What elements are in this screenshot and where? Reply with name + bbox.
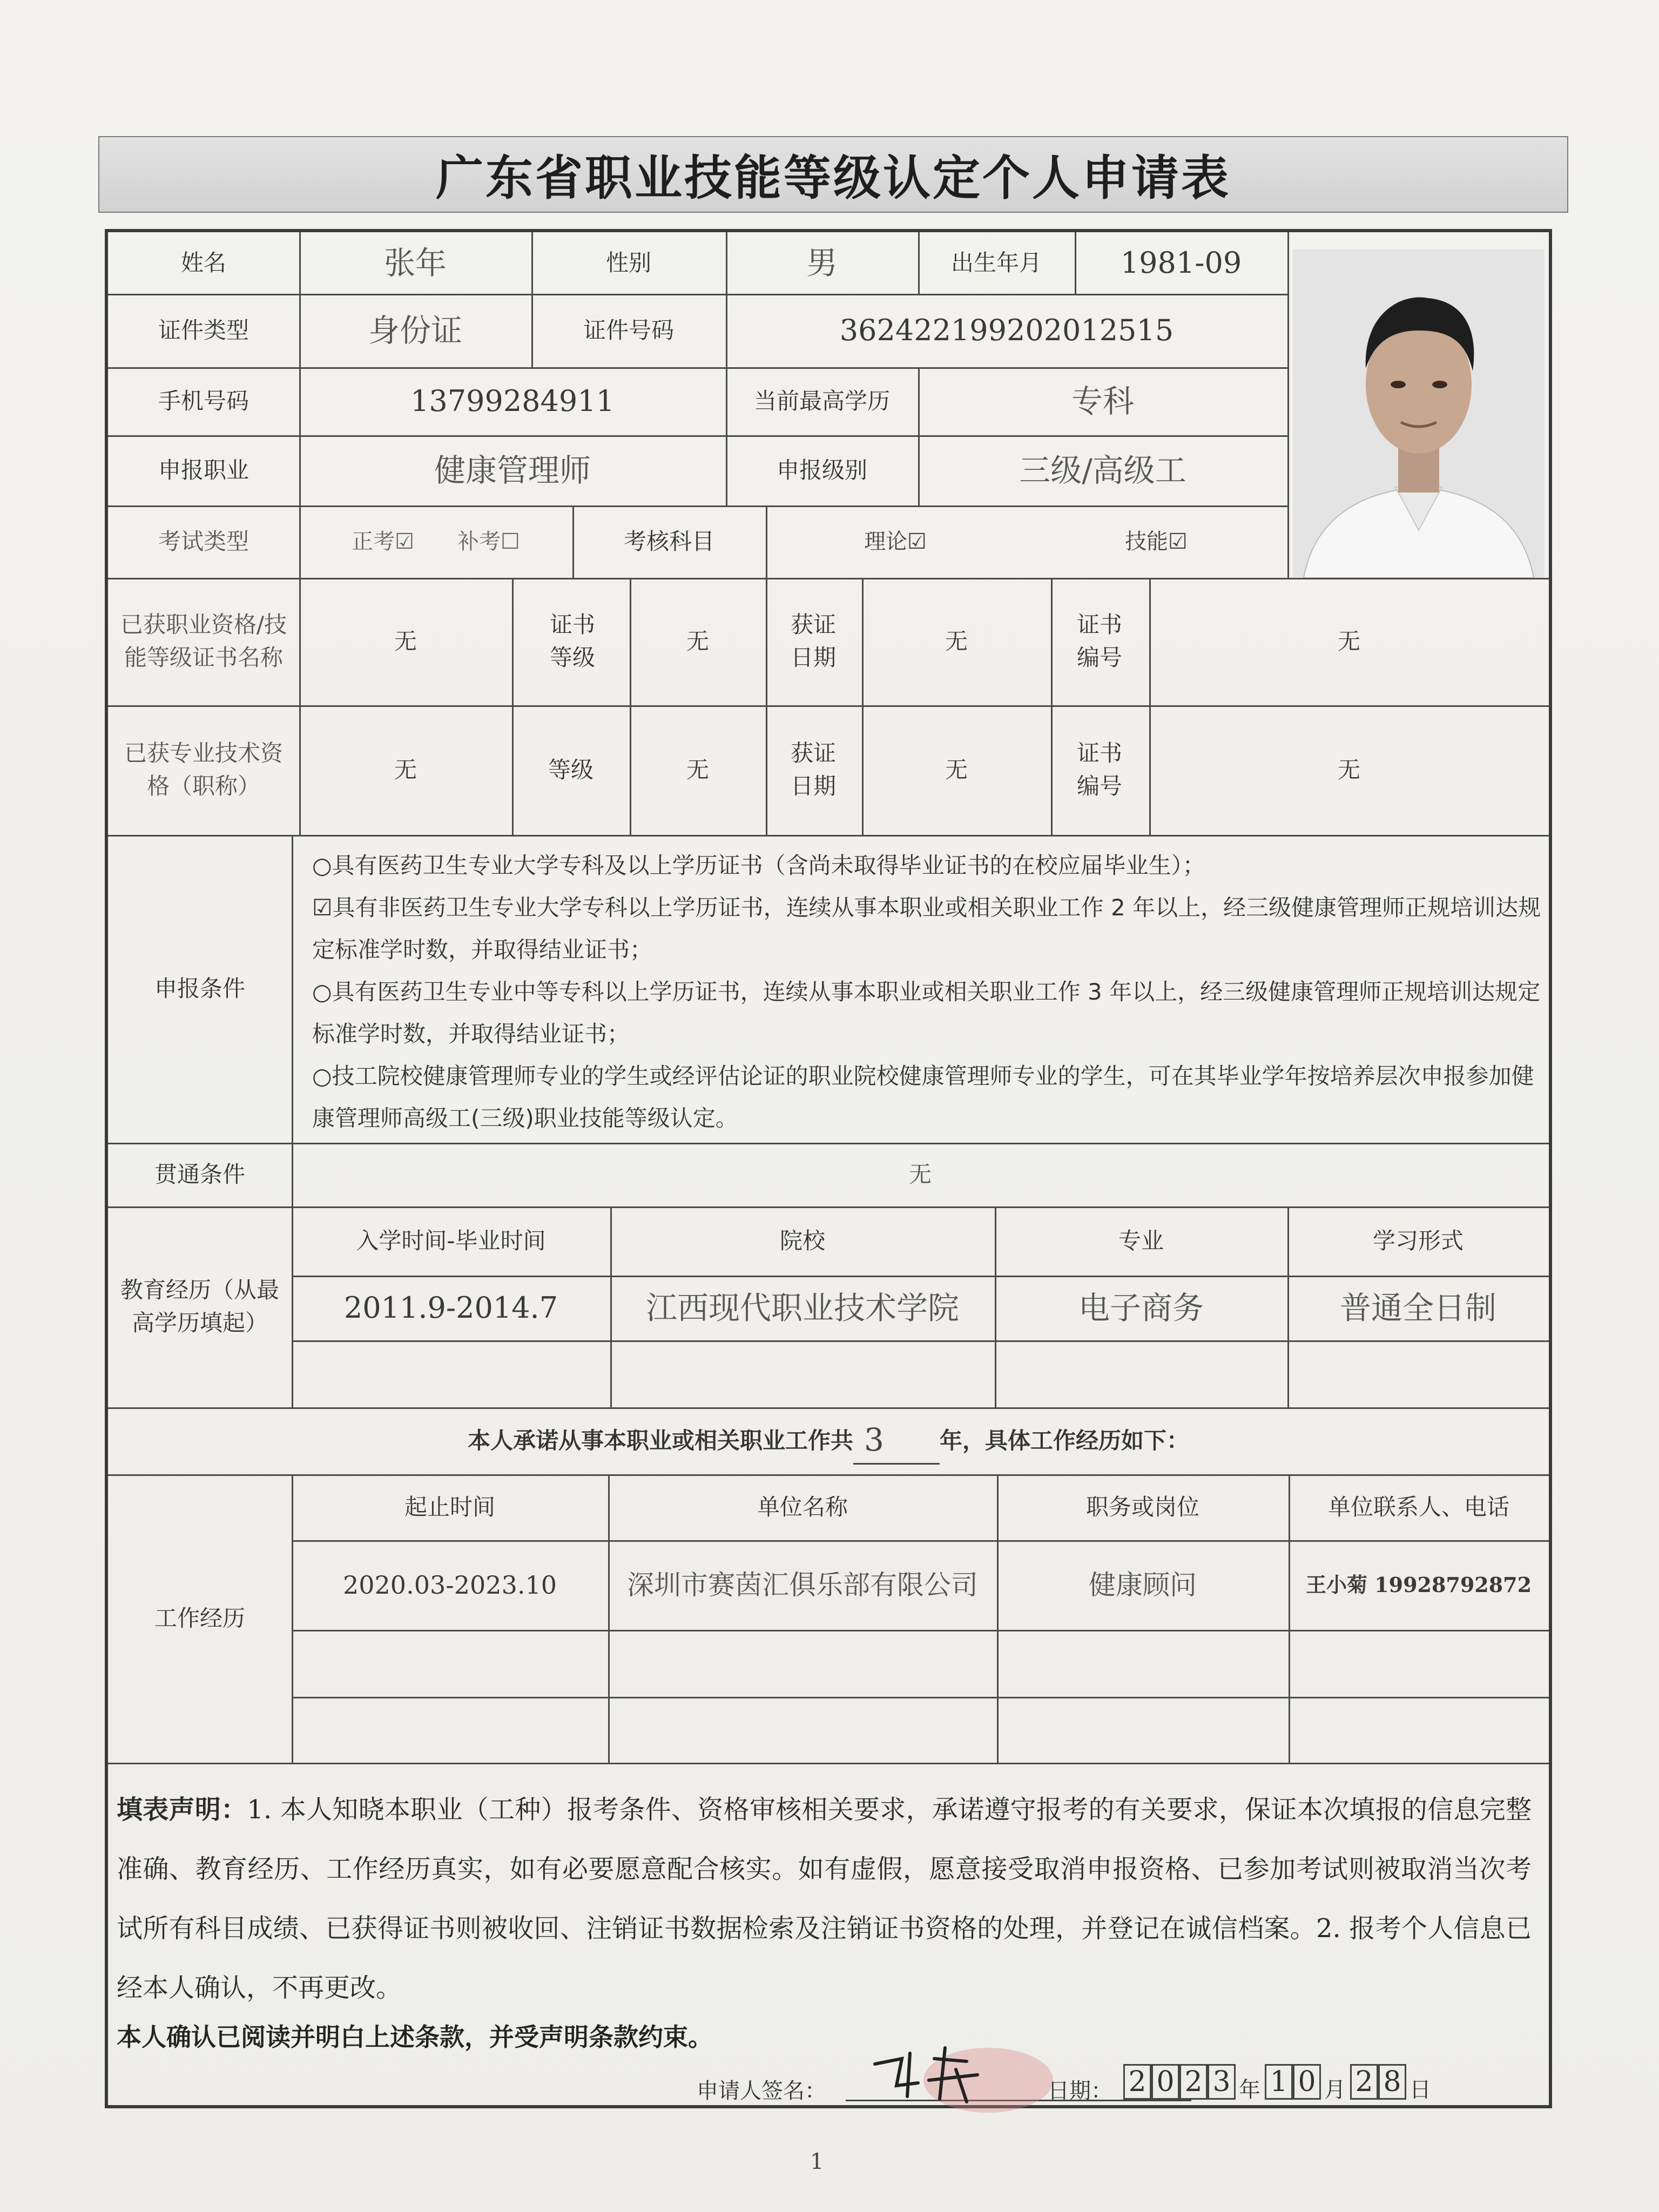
birth-value: 1981-09 xyxy=(1120,245,1242,280)
work-position-value: 健康顾问 xyxy=(1089,1569,1197,1601)
level-label: 申报级别 xyxy=(776,456,867,483)
declaration-confirm: 本人确认已阅读并明白上述条款，并受声明条款约束。 xyxy=(117,2022,713,2052)
title-cert-grade-value: 无 xyxy=(686,756,709,783)
gender-label: 性别 xyxy=(605,249,651,276)
through-label: 贯通条件 xyxy=(154,1161,245,1188)
work-period-value: 2020.03-2023.10 xyxy=(343,1570,557,1600)
phone-label: 手机号码 xyxy=(158,387,249,414)
cert-name-value: 无 xyxy=(394,628,417,655)
id-number-label: 证件号码 xyxy=(583,316,674,343)
edu-header-period: 入学时间-毕业时间 xyxy=(356,1227,546,1254)
work-commitment-prefix: 本人承诺从事本职业或相关职业工作共 xyxy=(467,1427,853,1454)
work-header-contact: 单位联系人、电话 xyxy=(1327,1493,1509,1520)
subject-label: 考核科目 xyxy=(623,528,714,555)
year-digit: 2 xyxy=(1123,2064,1151,2100)
subject-theory: 理论☑ xyxy=(864,529,927,554)
cert-number-value: 无 xyxy=(1337,628,1360,655)
cert-grade-value: 无 xyxy=(686,628,709,655)
work-header-position: 职务或岗位 xyxy=(1085,1493,1199,1520)
declaration-body: 1. 本人知晓本职业（工种）报考条件、资格审核相关要求，承诺遵守报考的有关要求，保证本次填报的信息完整准确、教育经历、工作经历真实，如有必要愿意配合核实。如有虚假，愿意接受取消申报资格、已参加考试则被取消当次考试所有科目成绩、已获得证书则被收回、注销证书数据检索及注销证书资格的处理，并登记在诚信档案。2. 报考个人信息已经本人确认，不再更改。 xyxy=(117,1795,1532,2003)
level-value: 三级/高级工 xyxy=(1019,451,1186,489)
year-digit: 3 xyxy=(1208,2064,1236,2100)
work-header-company: 单位名称 xyxy=(757,1493,848,1520)
title-cert-date-value: 无 xyxy=(945,756,968,783)
cert-date-label: 获证日期 xyxy=(790,611,836,671)
name-label: 姓名 xyxy=(180,249,226,276)
page-number: 1 xyxy=(810,2149,824,2174)
year-digit: 0 xyxy=(1151,2064,1179,2100)
cert-grade-label: 证书等级 xyxy=(549,611,595,671)
id-type-value: 身份证 xyxy=(368,312,462,349)
work-header-period: 起止时间 xyxy=(404,1493,495,1520)
edu-header-school: 院校 xyxy=(779,1227,825,1254)
id-type-label: 证件类型 xyxy=(158,316,249,343)
exam-type-label: 考试类型 xyxy=(158,528,249,555)
condition-item: ○具有医药卫生专业中等专科以上学历证书，连续从事本职业或相关职业工作 3 年以上，经三级健康管理师正规培训达规定标准学时数，并取得结业证书； xyxy=(312,979,1541,1047)
form-title-bar xyxy=(98,136,1568,213)
edu-major-value: 电子商务 xyxy=(1078,1289,1204,1326)
title-cert-label: 已获专业技术资格（职称） xyxy=(124,740,283,799)
subject-skill: 技能☑ xyxy=(1125,529,1188,554)
condition-item: ☑具有非医药卫生专业大学专科以上学历证书，连续从事本职业或相关职业工作 2 年以上，经三级健康管理师正规培训达规定标准学时数，并取得结业证书； xyxy=(312,894,1541,963)
condition-item: ○技工院校健康管理师专业的学生或经评估论证的职业院校健康管理师专业的学生，可在其毕业学年按培养层次申报参加健康管理师高级工(三级)职业技能等级认定。 xyxy=(312,1063,1534,1131)
work-commitment-suffix: 年，具体工作经历如下： xyxy=(940,1427,1190,1454)
education-label: 教育经历（从最高学历填起） xyxy=(120,1277,279,1336)
work-company-value: 深圳市赛茵汇俱乐部有限公司 xyxy=(627,1569,978,1601)
day-unit: 日 xyxy=(1410,2078,1431,2102)
cert-number-label: 证书编号 xyxy=(1076,611,1122,671)
edu-school-value: 江西现代职业技术学院 xyxy=(645,1289,959,1326)
work-contact-value: 王小菊 19928792872 xyxy=(1305,1573,1532,1597)
title-cert-number-label: 证书编号 xyxy=(1076,740,1122,799)
occupation-value: 健康管理师 xyxy=(434,451,591,489)
day-digit: 8 xyxy=(1378,2064,1406,2100)
id-number-value: 362422199202012515 xyxy=(839,313,1174,347)
edu-mode-value: 普通全日制 xyxy=(1339,1289,1496,1326)
work-years-value: 3 xyxy=(853,1417,940,1464)
edu-period-value: 2011.9-2014.7 xyxy=(343,1290,558,1325)
signature-row xyxy=(697,2059,1539,2102)
declaration-text xyxy=(117,1780,1532,2018)
edu-header-major: 专业 xyxy=(1118,1227,1164,1254)
edu-header-mode: 学习形式 xyxy=(1372,1227,1464,1254)
phone-value: 13799284911 xyxy=(410,383,615,418)
date-boxes xyxy=(1123,2064,1555,2102)
work-label: 工作经历 xyxy=(154,1604,245,1631)
applicant-photo xyxy=(1293,249,1545,578)
title-cert-number-value: 无 xyxy=(1337,756,1360,783)
form-title: 广东省职业技能等级认定个人申请表 xyxy=(435,150,1231,206)
month-unit: 月 xyxy=(1324,2078,1346,2102)
title-cert-name-value: 无 xyxy=(394,756,417,783)
conditions-list xyxy=(312,845,1543,1139)
cert-label: 已获职业资格/技能等级证书名称 xyxy=(120,611,287,671)
declaration-heading: 填表声明： xyxy=(117,1795,247,1825)
year-digit: 2 xyxy=(1179,2064,1208,2100)
conditions-label: 申报条件 xyxy=(154,975,245,1002)
day-digit: 2 xyxy=(1350,2064,1378,2100)
occupation-label: 申报职业 xyxy=(158,456,249,483)
education-level-label: 当前最高学历 xyxy=(753,387,890,414)
exam-type-options: 正考☑ 补考☐ xyxy=(352,529,520,554)
date-label: 日期： xyxy=(1048,2079,1112,2103)
condition-item: ○具有医药卫生专业大学专科及以上学历证书（含尚未取得毕业证书的在校应届毕业生）； xyxy=(312,852,1205,879)
month-digit: 1 xyxy=(1265,2064,1293,2100)
education-level-value: 专科 xyxy=(1071,382,1134,420)
cert-date-value: 无 xyxy=(945,628,968,655)
birth-label: 出生年月 xyxy=(950,249,1042,276)
name-value: 张年 xyxy=(383,244,447,281)
month-digit: 0 xyxy=(1293,2064,1321,2100)
through-value: 无 xyxy=(908,1161,932,1188)
year-unit: 年 xyxy=(1239,2078,1260,2102)
work-commitment xyxy=(108,1407,1549,1474)
title-cert-date-label: 获证日期 xyxy=(790,740,836,799)
signature-label: 申请人签名： xyxy=(697,2079,826,2103)
title-cert-grade-label: 等级 xyxy=(548,756,594,783)
gender-value: 男 xyxy=(806,244,838,281)
